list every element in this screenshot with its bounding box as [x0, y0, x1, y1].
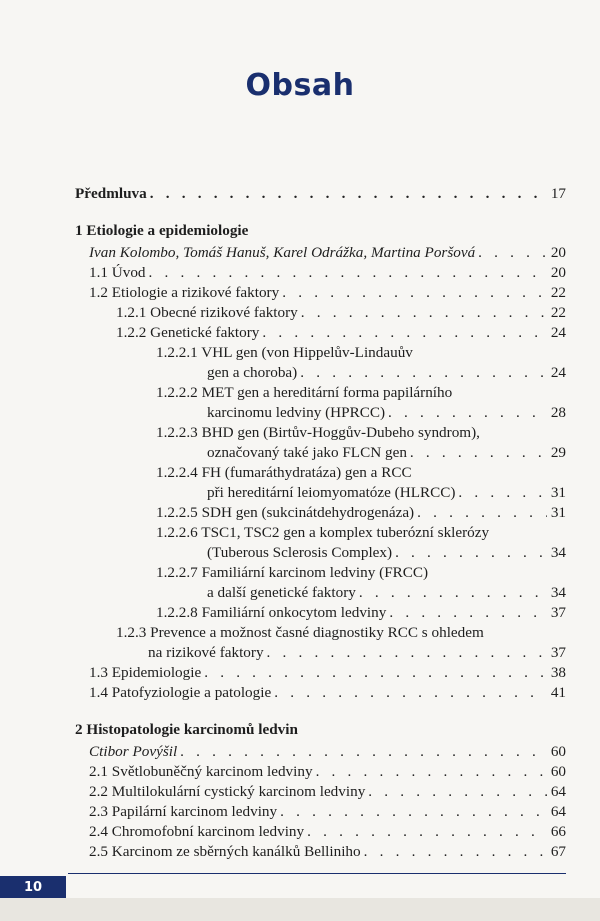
toc-entry-page: 20	[550, 264, 566, 281]
toc-entry-preface	[75, 184, 566, 203]
toc-entry-label: a další genetické faktory	[207, 584, 356, 601]
leader-dots	[301, 303, 547, 322]
toc-entry-label: 1.2.2.8 Familiární onkocytom ledviny	[156, 604, 387, 621]
toc-entry-label: 1.2.1 Obecné rizikové faktory	[116, 304, 298, 321]
toc-entry-1-2-3	[148, 643, 566, 662]
leader-dots	[389, 603, 547, 622]
toc-entry-page: 28	[550, 404, 566, 421]
toc-entry-1-3	[89, 663, 566, 682]
leader-dots	[388, 403, 547, 422]
toc-entry-label: označovaný také jako FLCN gen	[207, 444, 407, 461]
leader-dots	[149, 263, 547, 282]
toc-entry-page: 64	[550, 783, 566, 800]
toc-entry-page: 38	[550, 664, 566, 681]
toc-entry-1-2	[89, 283, 566, 302]
toc-entry-2-1	[89, 762, 566, 781]
leader-dots	[300, 363, 547, 382]
toc-entry-page: 34	[550, 584, 566, 601]
toc-entry-label: 2.1 Světlobuněčný karcinom ledviny	[89, 763, 313, 780]
toc-entry-1-2-2-5	[156, 503, 566, 522]
toc-entry-label: 2.3 Papilární karcinom ledviny	[89, 803, 278, 820]
toc-entry-1-2-3-line1: 1.2.3 Prevence a možnost časné diagnostiky RCC s ohledem	[116, 624, 484, 641]
leader-dots	[150, 184, 547, 203]
toc-entry-1-2-2-7	[207, 583, 566, 602]
leader-dots	[359, 583, 547, 602]
toc-entry-label: na rizikové faktory	[148, 644, 264, 661]
toc-entry-page: 29	[550, 444, 566, 461]
toc-entry-page: 34	[550, 544, 566, 561]
toc-entry-label: Ivan Kolombo, Tomáš Hanuš, Karel Odrážka, Martina Poršová	[89, 244, 476, 261]
toc-entry-page: 37	[550, 644, 566, 661]
toc-entry-label: (Tuberous Sclerosis Complex)	[207, 544, 393, 561]
toc-entry-page: 20	[550, 244, 566, 261]
footer-rule	[68, 873, 566, 874]
toc-entry-page: 66	[550, 823, 566, 840]
toc-entry-1-2-2-4-line1: 1.2.2.4 FH (fumaráthydratáza) gen a RCC	[156, 464, 412, 481]
toc-entry-page: 41	[550, 684, 566, 701]
toc-entry-label: při hereditární leiomyomatóze (HLRCC)	[207, 484, 456, 501]
leader-dots	[364, 842, 547, 861]
leader-dots	[458, 483, 547, 502]
toc-entry-page: 24	[550, 364, 566, 381]
toc-entry-1-2-2-8	[156, 603, 566, 622]
toc-entry-label: 2.5 Karcinom ze sběrných kanálků Belliniho	[89, 843, 361, 860]
toc-entry-page: 31	[550, 484, 566, 501]
leader-dots	[395, 543, 547, 562]
toc-entry-label: 1.4 Patofyziologie a patologie	[89, 684, 272, 701]
toc-entry-label: 2.4 Chromofobní karcinom ledviny	[89, 823, 305, 840]
toc-entry-label: 1.3 Epidemiologie	[89, 664, 202, 681]
toc-entry-page: 37	[550, 604, 566, 621]
toc-entry-1-2-2-6	[207, 543, 566, 562]
leader-dots	[368, 782, 547, 801]
page-number: 10	[0, 876, 66, 898]
toc-entry-1-2-2	[116, 323, 566, 342]
toc-entry-page: 60	[550, 763, 566, 780]
page-bottom-edge	[0, 898, 600, 921]
toc-entry-1-2-2-3	[207, 443, 566, 462]
leader-dots	[478, 243, 547, 262]
toc-entry-label: 1.2.2 Genetické faktory	[116, 324, 260, 341]
toc-entry-page: 31	[550, 504, 566, 521]
toc-entry-page: 17	[550, 185, 566, 202]
toc-entry-1-2-2-2	[207, 403, 566, 422]
toc-entry-1-1	[89, 263, 566, 282]
toc-entry-1-2-2-6-line1: 1.2.2.6 TSC1, TSC2 gen a komplex tuberózní sklerózy	[156, 524, 490, 541]
toc-entry-2-3	[89, 802, 566, 821]
toc-entry-label: Ctibor Povýšil	[89, 743, 178, 760]
toc-entry-label: karcinomu ledviny (HPRCC)	[207, 404, 386, 421]
toc-entry-1-2-1	[116, 303, 566, 322]
toc-entry-1-2-2-4	[207, 483, 566, 502]
leader-dots	[180, 742, 547, 761]
leader-dots	[280, 802, 547, 821]
toc-entry-page: 60	[550, 743, 566, 760]
leader-dots	[282, 283, 547, 302]
toc-entry-page: 67	[550, 843, 566, 860]
leader-dots	[316, 762, 547, 781]
toc-entry-1-2-2-2-line1: 1.2.2.2 MET gen a hereditární forma papilárního	[156, 384, 453, 401]
toc-entry-label: Předmluva	[75, 185, 147, 202]
toc-entry-ch2-authors	[89, 742, 566, 761]
chapter-heading-1: 1 Etiologie a epidemiologie	[75, 222, 249, 239]
toc-entry-1-2-2-1-line1: 1.2.2.1 VHL gen (von Hippelův-Lindauův	[156, 344, 413, 361]
toc-entry-1-4	[89, 683, 566, 702]
toc-entry-1-2-2-3-line1: 1.2.2.3 BHD gen (Birtův-Hoggův-Dubeho syndrom),	[156, 424, 480, 441]
leader-dots	[417, 503, 547, 522]
toc-entry-2-4	[89, 822, 566, 841]
leader-dots	[262, 323, 547, 342]
leader-dots	[204, 663, 547, 682]
toc-entry-page: 22	[550, 284, 566, 301]
page-title: Obsah	[245, 68, 355, 103]
toc-entry-page: 64	[550, 803, 566, 820]
toc-entry-page: 22	[550, 304, 566, 321]
toc-entry-2-2	[89, 782, 566, 801]
toc-entry-label: 1.2 Etiologie a rizikové faktory	[89, 284, 280, 301]
toc-entry-1-2-2-1	[207, 363, 566, 382]
toc-entry-label: 1.2.2.5 SDH gen (sukcinátdehydrogenáza)	[156, 504, 415, 521]
toc-entry-page: 24	[550, 324, 566, 341]
toc-entry-label: gen a choroba)	[207, 364, 298, 381]
leader-dots	[267, 643, 547, 662]
leader-dots	[274, 683, 547, 702]
toc-entry-1-2-2-7-line1: 1.2.2.7 Familiární karcinom ledviny (FRCC)	[156, 564, 429, 581]
toc-entry-ch1-authors	[89, 243, 566, 262]
leader-dots	[410, 443, 547, 462]
leader-dots	[307, 822, 547, 841]
toc-entry-2-5	[89, 842, 566, 861]
chapter-heading-2: 2 Histopatologie karcinomů ledvin	[75, 721, 298, 738]
toc-entry-label: 1.1 Úvod	[89, 264, 146, 281]
toc-entry-label: 2.2 Multilokulární cystický karcinom ledviny	[89, 783, 366, 800]
